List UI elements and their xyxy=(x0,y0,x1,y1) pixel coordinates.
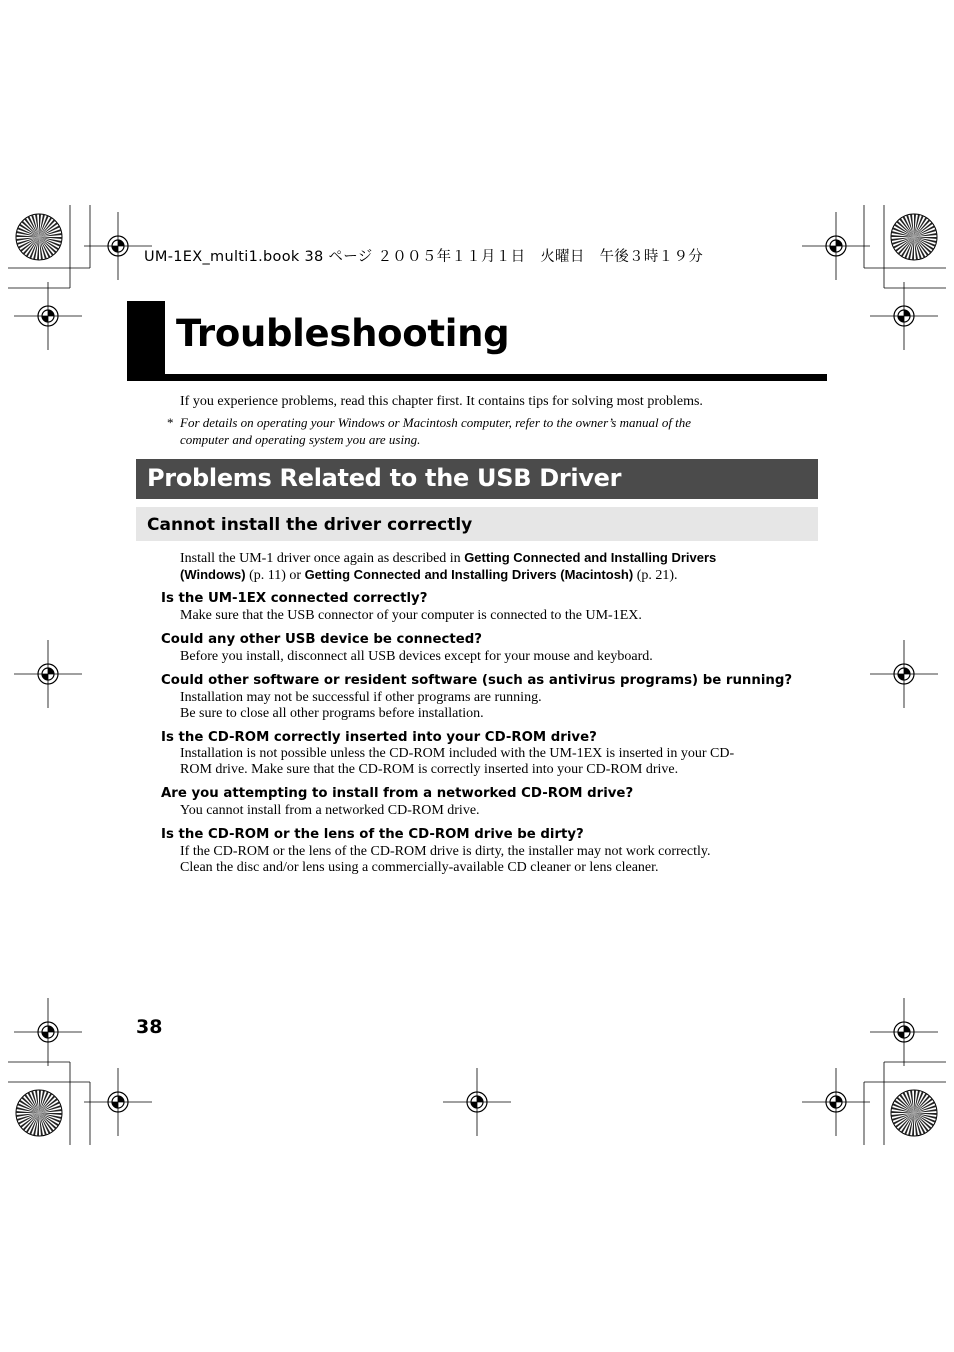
install-text: Install the UM-1 driver once again as described in xyxy=(180,551,465,566)
section-heading xyxy=(136,459,818,499)
chapter-title-rule xyxy=(127,374,827,381)
answer xyxy=(180,746,780,778)
note-marker: * xyxy=(167,415,174,430)
question: Are you attempting to install from a networked CD-ROM drive? xyxy=(161,786,634,801)
answer-line: Installation is not possible unless the CD-ROM included with the UM-1EX is inserted in your CD- xyxy=(180,746,735,761)
answer xyxy=(180,608,780,624)
question: Is the CD-ROM or the lens of the CD-ROM drive be dirty? xyxy=(161,827,584,842)
question: Is the UM-1EX connected correctly? xyxy=(161,591,428,606)
install-text: (p. 11) or xyxy=(245,568,305,583)
question: Is the CD-ROM correctly inserted into your CD-ROM drive? xyxy=(161,730,597,745)
answer-line: Make sure that the USB connector of your computer is connected to the UM-1EX. xyxy=(180,608,642,623)
page-number: 38 xyxy=(136,1016,163,1038)
install-text: (p. 21). xyxy=(633,568,678,583)
intro-text: If you experience problems, read this chapter first. It contains tips for solving most problems. xyxy=(180,394,703,409)
subsection-title: Cannot install the driver correctly xyxy=(147,515,473,535)
answer xyxy=(180,690,780,722)
question: Could any other USB device be connected? xyxy=(161,632,483,647)
windows-link-text: Getting Connected and Installing Drivers xyxy=(464,550,717,565)
subsection-heading xyxy=(136,507,818,541)
intro-note xyxy=(180,415,740,448)
chapter-title: Troubleshooting xyxy=(176,312,510,355)
intro-note-line: computer and operating system you are using. xyxy=(180,431,421,447)
answer-line: Clean the disc and/or lens using a commercially-available CD cleaner or lens cleaner. xyxy=(180,860,659,875)
answer-line: ROM drive. Make sure that the CD-ROM is correctly inserted into your CD-ROM drive. xyxy=(180,762,679,777)
answer-line: Before you install, disconnect all USB devices except for your mouse and keyboard. xyxy=(180,649,653,664)
answer-line: Installation may not be successful if other programs are running. xyxy=(180,690,542,705)
answer xyxy=(180,803,780,819)
mac-link-text: Getting Connected and Installing Drivers (Macintosh) xyxy=(304,567,634,582)
answer xyxy=(180,649,780,665)
answer-line: Be sure to close all other programs before installation. xyxy=(180,706,484,721)
question: Could other software or resident software (such as antivirus programs) be running? xyxy=(161,673,793,688)
answer-line: You cannot install from a networked CD-ROM drive. xyxy=(180,803,480,818)
section-title: Problems Related to the USB Driver xyxy=(147,464,622,492)
file-header-line: UM-1EX_multi1.book 38 ページ ２００５年１１月１日 火曜日 午後３時１９分 xyxy=(144,249,704,265)
answer xyxy=(180,844,780,876)
windows-link-text-cont: (Windows) xyxy=(180,567,246,582)
chapter-title-block xyxy=(127,301,165,379)
answer-line: If the CD-ROM or the lens of the CD-ROM drive is dirty, the installer may not work correctly. xyxy=(180,844,711,859)
install-paragraph xyxy=(180,550,780,584)
intro-note-line: For details on operating your Windows or Macintosh computer, refer to the owner’s manual of the xyxy=(180,415,692,430)
